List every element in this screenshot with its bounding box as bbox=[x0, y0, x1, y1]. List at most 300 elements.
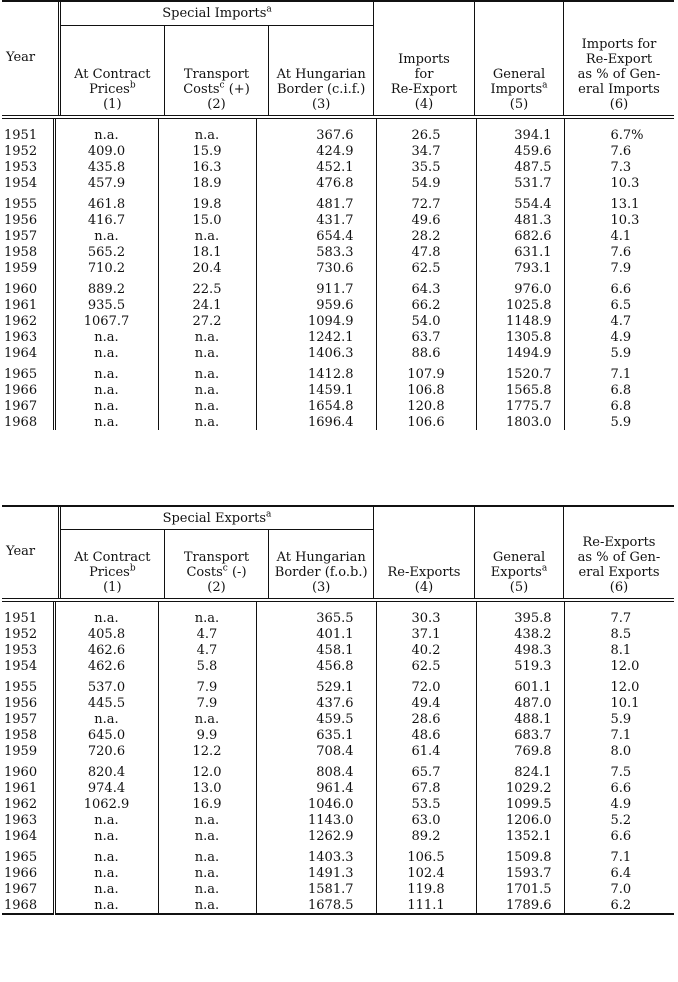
imports-group-header bbox=[60, 2, 374, 25]
col6-cell: 6.8 bbox=[610, 382, 632, 398]
col1-cell: n.a. bbox=[54, 127, 158, 143]
imports-table-row bbox=[2, 143, 674, 159]
exports-col1-num: (1) bbox=[103, 580, 122, 595]
col1-cell: 645.0 bbox=[54, 727, 158, 743]
col2-cell: n.a. bbox=[158, 382, 256, 398]
year-cell: 1951 bbox=[2, 127, 54, 143]
exports-data-table bbox=[2, 602, 674, 915]
exports-group-sup: a bbox=[266, 509, 272, 520]
col6-cell: 5.2 bbox=[610, 812, 632, 828]
exports-col1-line2: Prices bbox=[89, 565, 130, 580]
col5-cell: 394.1 bbox=[476, 127, 564, 143]
year-cell: 1953 bbox=[2, 642, 54, 658]
year-cell: 1956 bbox=[2, 212, 54, 228]
col3-cell: 1143.0 bbox=[256, 812, 376, 828]
col2-cell: 12.0 bbox=[158, 764, 256, 780]
col6-cell: 7.0 bbox=[610, 881, 632, 897]
year-cell: 1952 bbox=[2, 626, 54, 642]
col4-cell: 65.7 bbox=[376, 764, 476, 780]
col4-cell: 49.4 bbox=[376, 695, 476, 711]
col3-cell: 1654.8 bbox=[256, 398, 376, 414]
col6-cell: 7.5 bbox=[610, 764, 632, 780]
col2-cell: 22.5 bbox=[158, 281, 256, 297]
col4-cell: 35.5 bbox=[376, 159, 476, 175]
col5-cell: 1509.8 bbox=[476, 849, 564, 865]
col5-cell: 438.2 bbox=[476, 626, 564, 642]
year-cell: 1954 bbox=[2, 658, 54, 674]
col2-cell: n.a. bbox=[158, 414, 256, 430]
exports-table-row bbox=[2, 881, 674, 897]
col4-cell: 66.2 bbox=[376, 297, 476, 313]
col1-cell: 409.0 bbox=[54, 143, 158, 159]
col4-cell: 28.6 bbox=[376, 711, 476, 727]
col5-cell: 498.3 bbox=[476, 642, 564, 658]
col4-cell: 67.8 bbox=[376, 780, 476, 796]
col3-cell: 1696.4 bbox=[256, 414, 376, 430]
col5-cell: 1494.9 bbox=[476, 345, 564, 361]
col1-cell: 1067.7 bbox=[54, 313, 158, 329]
col5-cell: 1099.5 bbox=[476, 796, 564, 812]
col3-cell: 401.1 bbox=[256, 626, 376, 642]
col6-cell: 8.0 bbox=[610, 743, 632, 759]
imports-col4-line2: for bbox=[414, 67, 434, 82]
year-cell: 1964 bbox=[2, 828, 54, 844]
imports-col4-header bbox=[374, 2, 475, 115]
col3-cell: 365.5 bbox=[256, 610, 376, 626]
imports-col5-sup: a bbox=[542, 80, 548, 91]
exports-col6-header bbox=[564, 507, 675, 598]
imports-section bbox=[2, 0, 674, 430]
year-cell: 1951 bbox=[2, 610, 54, 626]
col3-cell: 654.4 bbox=[256, 228, 376, 244]
col5-cell: 1352.1 bbox=[476, 828, 564, 844]
col6-cell: 6.8 bbox=[610, 398, 632, 414]
imports-table-row bbox=[2, 260, 674, 276]
col2-cell: 18.9 bbox=[158, 175, 256, 191]
imports-table-row bbox=[2, 281, 674, 297]
year-cell: 1957 bbox=[2, 228, 54, 244]
col3-cell: 635.1 bbox=[256, 727, 376, 743]
col5-cell: 487.5 bbox=[476, 159, 564, 175]
col1-cell: n.a. bbox=[54, 828, 158, 844]
col6-cell: 10.3 bbox=[610, 175, 640, 191]
exports-table-row bbox=[2, 743, 674, 759]
col6-cell: 7.7 bbox=[610, 610, 632, 626]
col6-cell: 10.3 bbox=[610, 212, 640, 228]
col2-cell: 16.3 bbox=[158, 159, 256, 175]
col4-cell: 48.6 bbox=[376, 727, 476, 743]
imports-col1-line2: Prices bbox=[89, 82, 130, 97]
col2-cell: n.a. bbox=[158, 711, 256, 727]
col5-cell: 554.4 bbox=[476, 196, 564, 212]
exports-table-row bbox=[2, 610, 674, 626]
col5-cell: 682.6 bbox=[476, 228, 564, 244]
year-cell: 1952 bbox=[2, 143, 54, 159]
col1-cell: 1062.9 bbox=[54, 796, 158, 812]
col4-cell: 120.8 bbox=[376, 398, 476, 414]
col6-cell: 7.1 bbox=[610, 727, 632, 743]
col3-cell: 431.7 bbox=[256, 212, 376, 228]
imports-col6-line1: Imports for bbox=[581, 37, 657, 52]
exports-table-row bbox=[2, 796, 674, 812]
col4-cell: 64.3 bbox=[376, 281, 476, 297]
col2-cell: n.a. bbox=[158, 881, 256, 897]
col3-cell: 808.4 bbox=[256, 764, 376, 780]
col5-cell: 1775.7 bbox=[476, 398, 564, 414]
col1-cell: 720.6 bbox=[54, 743, 158, 759]
imports-col4-line1: Imports bbox=[398, 52, 450, 67]
year-cell: 1966 bbox=[2, 865, 54, 881]
exports-table-row bbox=[2, 711, 674, 727]
imports-col2-suffix: (+) bbox=[224, 82, 250, 97]
imports-table-row bbox=[2, 313, 674, 329]
exports-col3-num: (3) bbox=[311, 580, 331, 595]
year-cell: 1958 bbox=[2, 727, 54, 743]
col2-cell: n.a. bbox=[158, 865, 256, 881]
imports-table-row bbox=[2, 212, 674, 228]
imports-col3-line1: At Hungarian bbox=[276, 67, 366, 82]
col1-cell: n.a. bbox=[54, 849, 158, 865]
imports-col1-line1: At Contract bbox=[74, 67, 151, 82]
col2-cell: n.a. bbox=[158, 897, 256, 914]
year-cell: 1960 bbox=[2, 764, 54, 780]
imports-col6-num: (6) bbox=[609, 97, 629, 112]
imports-col5-num: (5) bbox=[509, 97, 529, 112]
col4-cell: 40.2 bbox=[376, 642, 476, 658]
col1-cell: n.a. bbox=[54, 398, 158, 414]
col5-cell: 769.8 bbox=[476, 743, 564, 759]
imports-table-row bbox=[2, 414, 674, 430]
year-cell: 1960 bbox=[2, 281, 54, 297]
exports-group-label: Special Exports bbox=[162, 510, 267, 526]
col3-cell: 1678.5 bbox=[256, 897, 376, 914]
exports-col1-line1: At Contract bbox=[74, 550, 151, 565]
col4-cell: 88.6 bbox=[376, 345, 476, 361]
imports-year-label: Year bbox=[6, 49, 36, 65]
col2-cell: n.a. bbox=[158, 849, 256, 865]
col4-cell: 72.7 bbox=[376, 196, 476, 212]
imports-col6-line4: eral Imports bbox=[578, 82, 660, 97]
col6-cell: 5.9 bbox=[610, 711, 632, 727]
imports-table-row bbox=[2, 398, 674, 414]
exports-col3-line1: At Hungarian bbox=[276, 550, 366, 565]
imports-table-row bbox=[2, 159, 674, 175]
col4-cell: 54.9 bbox=[376, 175, 476, 191]
year-cell: 1961 bbox=[2, 780, 54, 796]
col4-cell: 72.0 bbox=[376, 679, 476, 695]
exports-table-row bbox=[2, 897, 674, 914]
col5-cell: 395.8 bbox=[476, 610, 564, 626]
col6-cell: 6.4 bbox=[610, 865, 632, 881]
col1-cell: n.a. bbox=[54, 329, 158, 345]
imports-col1-num: (1) bbox=[103, 97, 122, 112]
col2-cell: 9.9 bbox=[158, 727, 256, 743]
exports-year-label: Year bbox=[6, 543, 36, 559]
col1-cell: n.a. bbox=[54, 610, 158, 626]
col5-cell: 631.1 bbox=[476, 244, 564, 260]
col1-cell: 889.2 bbox=[54, 281, 158, 297]
col6-cell: 7.6 bbox=[610, 244, 632, 260]
imports-table-row bbox=[2, 175, 674, 191]
col6-cell: 4.1 bbox=[610, 228, 632, 244]
year-cell: 1964 bbox=[2, 345, 54, 361]
col6-cell: 13.1 bbox=[610, 196, 640, 212]
col6-cell: 8.5 bbox=[610, 626, 632, 642]
imports-col5-header bbox=[475, 2, 564, 115]
exports-col6-line1: Re-Exports bbox=[582, 535, 656, 550]
imports-col6-line2: Re-Export bbox=[585, 52, 653, 67]
col2-cell: n.a. bbox=[158, 828, 256, 844]
imports-col2-num: (2) bbox=[207, 97, 226, 112]
exports-col6-line2: as % of Gen- bbox=[577, 550, 661, 565]
exports-table-row bbox=[2, 780, 674, 796]
col2-cell: 20.4 bbox=[158, 260, 256, 276]
exports-table-row bbox=[2, 626, 674, 642]
exports-col4-header bbox=[374, 507, 475, 598]
col5-cell: 519.3 bbox=[476, 658, 564, 674]
col5-cell: 459.6 bbox=[476, 143, 564, 159]
col3-cell: 1581.7 bbox=[256, 881, 376, 897]
exports-col2-line1: Transport bbox=[183, 550, 250, 565]
imports-col5-line2: Imports bbox=[490, 82, 543, 97]
exports-header bbox=[2, 507, 674, 598]
exports-table-row bbox=[2, 764, 674, 780]
col5-cell: 481.3 bbox=[476, 212, 564, 228]
imports-table-row bbox=[2, 297, 674, 313]
col6-cell: 6.2 bbox=[610, 897, 632, 913]
col2-cell: n.a. bbox=[158, 610, 256, 626]
imports-table-row bbox=[2, 196, 674, 212]
year-cell: 1959 bbox=[2, 260, 54, 276]
col2-cell: n.a. bbox=[158, 812, 256, 828]
year-cell: 1968 bbox=[2, 414, 54, 430]
col6-cell: 8.1 bbox=[610, 642, 632, 658]
col6-cell: 4.9 bbox=[610, 796, 632, 812]
col2-cell: n.a. bbox=[158, 398, 256, 414]
col6-cell: 7.1 bbox=[610, 366, 632, 382]
exports-table-row bbox=[2, 658, 674, 674]
col5-cell: 531.7 bbox=[476, 175, 564, 191]
imports-col2-line1: Transport bbox=[183, 67, 250, 82]
exports-col6-line3: eral Exports bbox=[578, 565, 660, 580]
col3-cell: 708.4 bbox=[256, 743, 376, 759]
col6-cell: 6.7% bbox=[610, 127, 644, 143]
col4-cell: 26.5 bbox=[376, 127, 476, 143]
year-cell: 1965 bbox=[2, 849, 54, 865]
col6-cell: 12.0 bbox=[610, 658, 640, 674]
imports-col2-header bbox=[164, 25, 269, 115]
exports-table-row bbox=[2, 642, 674, 658]
imports-header bbox=[2, 2, 674, 115]
col1-cell: 537.0 bbox=[54, 679, 158, 695]
col6-cell: 5.9 bbox=[610, 414, 632, 430]
col1-cell: 462.6 bbox=[54, 658, 158, 674]
col3-cell: 481.7 bbox=[256, 196, 376, 212]
col6-cell: 7.9 bbox=[610, 260, 632, 276]
col4-cell: 61.4 bbox=[376, 743, 476, 759]
col1-cell: n.a. bbox=[54, 865, 158, 881]
col1-cell: 974.4 bbox=[54, 780, 158, 796]
col3-cell: 961.4 bbox=[256, 780, 376, 796]
col5-cell: 601.1 bbox=[476, 679, 564, 695]
imports-table-row bbox=[2, 244, 674, 260]
col4-cell: 102.4 bbox=[376, 865, 476, 881]
col1-cell: n.a. bbox=[54, 414, 158, 430]
col2-cell: n.a. bbox=[158, 127, 256, 143]
col6-cell: 6.6 bbox=[610, 780, 632, 796]
exports-col4-line1: Re-Exports bbox=[387, 565, 461, 580]
col5-cell: 1029.2 bbox=[476, 780, 564, 796]
col1-cell: 416.7 bbox=[54, 212, 158, 228]
exports-col2-sup: c bbox=[222, 563, 228, 574]
year-cell: 1965 bbox=[2, 366, 54, 382]
year-cell: 1966 bbox=[2, 382, 54, 398]
col3-cell: 424.9 bbox=[256, 143, 376, 159]
col3-cell: 1412.8 bbox=[256, 366, 376, 382]
col4-cell: 62.5 bbox=[376, 260, 476, 276]
col5-cell: 488.1 bbox=[476, 711, 564, 727]
col5-cell: 1701.5 bbox=[476, 881, 564, 897]
year-cell: 1963 bbox=[2, 812, 54, 828]
col4-cell: 111.1 bbox=[376, 897, 476, 914]
col3-cell: 452.1 bbox=[256, 159, 376, 175]
col4-cell: 89.2 bbox=[376, 828, 476, 844]
exports-table-row bbox=[2, 727, 674, 743]
exports-col1-sup: b bbox=[129, 563, 136, 574]
exports-col6-num: (6) bbox=[609, 580, 629, 595]
col1-cell: n.a. bbox=[54, 345, 158, 361]
col4-cell: 30.3 bbox=[376, 610, 476, 626]
col1-cell: 935.5 bbox=[54, 297, 158, 313]
col5-cell: 1148.9 bbox=[476, 313, 564, 329]
col5-cell: 793.1 bbox=[476, 260, 564, 276]
col1-cell: 445.5 bbox=[54, 695, 158, 711]
col4-cell: 106.6 bbox=[376, 414, 476, 430]
col5-cell: 1520.7 bbox=[476, 366, 564, 382]
col1-cell: n.a. bbox=[54, 711, 158, 727]
col3-cell: 459.5 bbox=[256, 711, 376, 727]
col1-cell: 457.9 bbox=[54, 175, 158, 191]
col4-cell: 62.5 bbox=[376, 658, 476, 674]
imports-year-header bbox=[2, 2, 60, 115]
col6-cell: 6.6 bbox=[610, 828, 632, 844]
year-cell: 1961 bbox=[2, 297, 54, 313]
col3-cell: 476.8 bbox=[256, 175, 376, 191]
col3-cell: 583.3 bbox=[256, 244, 376, 260]
col3-cell: 367.6 bbox=[256, 127, 376, 143]
col1-cell: n.a. bbox=[54, 382, 158, 398]
col5-cell: 487.0 bbox=[476, 695, 564, 711]
col1-cell: n.a. bbox=[54, 366, 158, 382]
col2-cell: n.a. bbox=[158, 345, 256, 361]
year-cell: 1962 bbox=[2, 796, 54, 812]
col3-cell: 529.1 bbox=[256, 679, 376, 695]
exports-table-row bbox=[2, 865, 674, 881]
exports-col1-header bbox=[60, 530, 165, 598]
col2-cell: 4.7 bbox=[158, 642, 256, 658]
imports-col2-line2: Costs bbox=[183, 82, 220, 97]
col4-cell: 107.9 bbox=[376, 366, 476, 382]
col4-cell: 106.5 bbox=[376, 849, 476, 865]
exports-table-row bbox=[2, 695, 674, 711]
imports-table-row bbox=[2, 228, 674, 244]
col5-cell: 1565.8 bbox=[476, 382, 564, 398]
col3-cell: 1262.9 bbox=[256, 828, 376, 844]
col1-cell: n.a. bbox=[54, 228, 158, 244]
col3-cell: 1046.0 bbox=[256, 796, 376, 812]
col5-cell: 1025.8 bbox=[476, 297, 564, 313]
col6-cell: 10.1 bbox=[610, 695, 640, 711]
col1-cell: 435.8 bbox=[54, 159, 158, 175]
col3-cell: 1491.3 bbox=[256, 865, 376, 881]
year-cell: 1956 bbox=[2, 695, 54, 711]
col5-cell: 683.7 bbox=[476, 727, 564, 743]
col2-cell: 7.9 bbox=[158, 679, 256, 695]
col5-cell: 1803.0 bbox=[476, 414, 564, 430]
col5-cell: 824.1 bbox=[476, 764, 564, 780]
col2-cell: 5.8 bbox=[158, 658, 256, 674]
exports-col2-suffix: (-) bbox=[227, 565, 247, 580]
year-cell: 1955 bbox=[2, 679, 54, 695]
col1-cell: 461.8 bbox=[54, 196, 158, 212]
year-cell: 1967 bbox=[2, 398, 54, 414]
imports-col3-header bbox=[269, 25, 374, 115]
col6-cell: 5.9 bbox=[610, 345, 632, 361]
year-cell: 1957 bbox=[2, 711, 54, 727]
col6-cell: 6.5 bbox=[610, 297, 632, 313]
col4-cell: 53.5 bbox=[376, 796, 476, 812]
imports-col5-line1: General bbox=[492, 67, 546, 82]
exports-table-row bbox=[2, 812, 674, 828]
exports-col3-header bbox=[269, 530, 374, 598]
col1-cell: n.a. bbox=[54, 881, 158, 897]
col3-cell: 1406.3 bbox=[256, 345, 376, 361]
exports-col5-header bbox=[475, 507, 564, 598]
imports-data-table bbox=[2, 119, 674, 430]
imports-col4-line3: Re-Export bbox=[390, 82, 458, 97]
imports-col6-header bbox=[564, 2, 675, 115]
year-cell: 1968 bbox=[2, 897, 54, 914]
col5-cell: 1305.8 bbox=[476, 329, 564, 345]
imports-col2-sup: c bbox=[219, 80, 225, 91]
exports-year-header bbox=[2, 507, 60, 598]
year-cell: 1958 bbox=[2, 244, 54, 260]
col2-cell: n.a. bbox=[158, 329, 256, 345]
col3-cell: 1242.1 bbox=[256, 329, 376, 345]
imports-col6-line3: as % of Gen- bbox=[577, 67, 661, 82]
col4-cell: 49.6 bbox=[376, 212, 476, 228]
col3-cell: 959.6 bbox=[256, 297, 376, 313]
year-cell: 1967 bbox=[2, 881, 54, 897]
exports-table-row bbox=[2, 849, 674, 865]
col2-cell: 19.8 bbox=[158, 196, 256, 212]
exports-table-row bbox=[2, 828, 674, 844]
col3-cell: 1403.3 bbox=[256, 849, 376, 865]
year-cell: 1962 bbox=[2, 313, 54, 329]
col4-cell: 54.0 bbox=[376, 313, 476, 329]
col2-cell: 7.9 bbox=[158, 695, 256, 711]
exports-col5-sup: a bbox=[541, 563, 548, 574]
year-cell: 1959 bbox=[2, 743, 54, 759]
col4-cell: 37.1 bbox=[376, 626, 476, 642]
exports-col2-num: (2) bbox=[207, 580, 226, 595]
col1-cell: n.a. bbox=[54, 812, 158, 828]
col2-cell: 12.2 bbox=[158, 743, 256, 759]
imports-group-label: Special Imports bbox=[162, 5, 267, 21]
col1-cell: 405.8 bbox=[54, 626, 158, 642]
exports-col3-line2: Border (f.o.b.) bbox=[274, 565, 368, 580]
col2-cell: 24.1 bbox=[158, 297, 256, 313]
